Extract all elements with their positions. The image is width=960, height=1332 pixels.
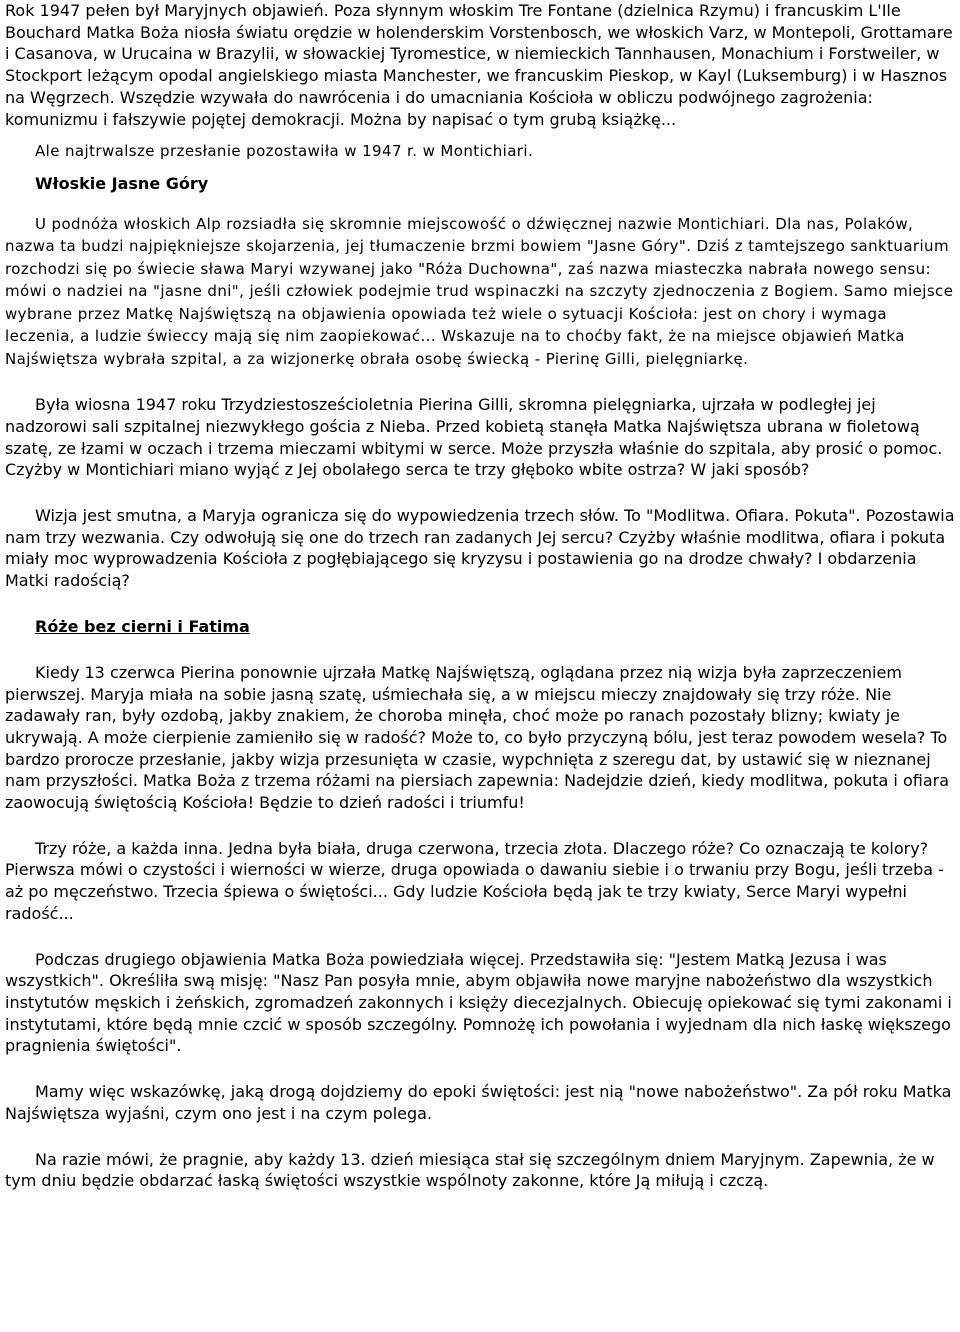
document-page	[5, 0, 955, 1192]
three-roses-paragraph: Trzy róże, a każda inna. Jedna była biała, druga czerwona, trzecia złota. Dlaczego róże? Co oznaczają te kolory? Pierwsza mówi o czystości i wierności w wierze, druga opowiada o dawaniu siebie i o trwaniu przy Bogu, jeśli trzeba - aż po męczeństwo. Trzecia śpiewa o świętości... Gdy ludzie Kościoła będą jak te trzy kwiaty, Serce Maryi wypełni radość...	[5, 838, 944, 923]
second-apparition-paragraph: Podczas drugiego objawienia Matka Boża powiedziała więcej. Przedstawiła się: "Jestem Matką Jezusa i was wszystkich". Określiła swą misję: "Nasz Pan posyła mnie, abym objawiła nowe maryjne nabożeństwo dla wszystkich instytutów męskich i żeńskich, zgromadzeń zakonnych i księży diecezjalnych. Obiecuję opiekować się tymi zakonami i instytutami, które będą mnie czcić w sposób szczególny. Pomnożę ich powołania i wyjednam dla nich łaskę większego pragnienia świętości".	[5, 949, 952, 1056]
intro-paragraph: Rok 1947 pełen był Maryjnych objawień. Poza słynnym włoskim Tre Fontane (dzielnica Rzymu) i francuskim L'Ile Bouchard Matka Boża niosła światu orędzie w holenderskim Vorstenbosch, we włoskich Varz, w Montepoli, Grottamare i Casanova, w Urucaina w Brazylii, w słowackiej Tyromestice, w niemieckich Tannhausen, Monachium i Forstweiler, w Stockport leżącym opodal angielskiego miasta Manchester, we francuskim Pieskop, w Kayl (Luksemburg) i w Hasznos na Węgrzech. Wszędzie wzywała do nawrócenia i do umacniania Kościoła w obliczu podwójnego zagrożenia: komunizmu i fałszywie pojętej demokracji. Można by napisać o tym grubą książkę...	[5, 1, 953, 129]
june-paragraph: Kiedy 13 czerwca Pierina ponownie ujrzała Matkę Najświętszą, oglądana przez nią wizja była zaprzeczeniem pierwszej. Maryja miała na sobie jasną szatę, uśmiechała się, a w miejscu mieczy znajdowały się trzy róże. Nie zadawały ran, były ozdobą, jakby znakiem, że choroba minęła, choć może po ranach pozostały blizny; kwiaty je ukrywają. A może cierpienie zamieniło się w radość? Może to, co było przyczyną bólu, jest teraz powodem wesela? To bardzo prorocze przesłanie, jakby wizja przesunięta w czasie, wypchnięta z szeregu dat, by ustawić się w nieznanej nam przyszłości. Matka Boża z trzema różami na piersiach zapewnia: Nadejdzie dzień, kiedy modlitwa, pokuta i ofiara zaowocują świętością Kościoła! Będzie to dzień radości i triumfu!	[5, 662, 949, 813]
hint-paragraph: Mamy więc wskazówkę, jaką drogą dojdziemy do epoki świętości: jest nią "nowe nabożeństwo". Za pół roku Matka Najświętsza wyjaśni, czym ono jest i na czym polega.	[5, 1082, 952, 1123]
montichiari-paragraph: U podnóża włoskich Alp rozsiadła się skromnie miejscowość o dźwięcznej nazwie Montichiari. Dla nas, Polaków, nazwa ta budzi najpiękniejsze skojarzenia, jej tłumaczenie brzmi bowiem "Jasne Góry". Dziś z tamtejszego sanktuarium rozchodzi się po świecie sława Maryi wzywanej jako "Róża Duchowna", zaś nazwa miasteczka nabrała nowego sensu: mówi o nadziei na "jasne dni", jeśli człowiek podejmie trud wspinaczki na szczyty zjednoczenia z Bogiem. Samo miejsce wybrane przez Matkę Najświętszą na objawienia opowiada też wiele o sytuacji Kościoła: jest on chory i wymaga leczenia, a ludzie świeccy mają się nim zaopiekować... Wskazuje na to choćby fakt, że na miejsce objawień Matka Najświętsza wybrała szpital, a za wizjonerkę obrała osobę świecką - Pierinę Gilli, pielęgniarkę.	[5, 214, 954, 368]
heading-italian-bright-mountains: Włoskie Jasne Góry	[35, 173, 209, 193]
spring-paragraph: Była wiosna 1947 roku Trzydziestosześcioletnia Pierina Gilli, skromna pielęgniarka, ujrzała w podległej jej nadzorowi sali szpitalnej niezwykłego gościa z Nieba. Przed kobietą stanęła Matka Najświętsza ubrana w fioletową szatę, ze łzami w oczach i trzema mieczami wbitymi w serce. Może przyszła właśnie do szpitala, aby prosić o pomoc. Czyżby w Montichiari miano wyjąć z Jej obolałego serca te trzy głęboko wbite ostrza? W jaki sposób?	[5, 395, 943, 480]
lasting-message-text: Ale najtrwalsze przesłanie pozostawiła w 1947 r. w Montichiari.	[35, 142, 534, 161]
heading-roses-without-thorns: Róże bez cierni i Fatima	[35, 616, 250, 636]
thirteenth-day-paragraph: Na razie mówi, że pragnie, aby każdy 13. dzień miesiąca stał się szczególnym dniem Maryjnym. Zapewnia, że w tym dniu będzie obdarzać łaską świętości wszystkie wspólnoty zakonne, które Ją miłują i czczą.	[5, 1149, 935, 1191]
vision-paragraph: Wizja jest smutna, a Maryja ogranicza się do wypowiedzenia trzech słów. To "Modlitwa. Ofiara. Pokuta". Pozostawia nam trzy wezwania. Czy odwołują się one do trzech ran zadanych Jej sercu? Czyżby właśnie modlitwa, ofiara i pokuta miały moc wyprowadzenia Kościoła z pogłębiającego się kryzysu i postawienia go na drodze chwały? I obdarzenia Matki radością?	[5, 506, 955, 591]
